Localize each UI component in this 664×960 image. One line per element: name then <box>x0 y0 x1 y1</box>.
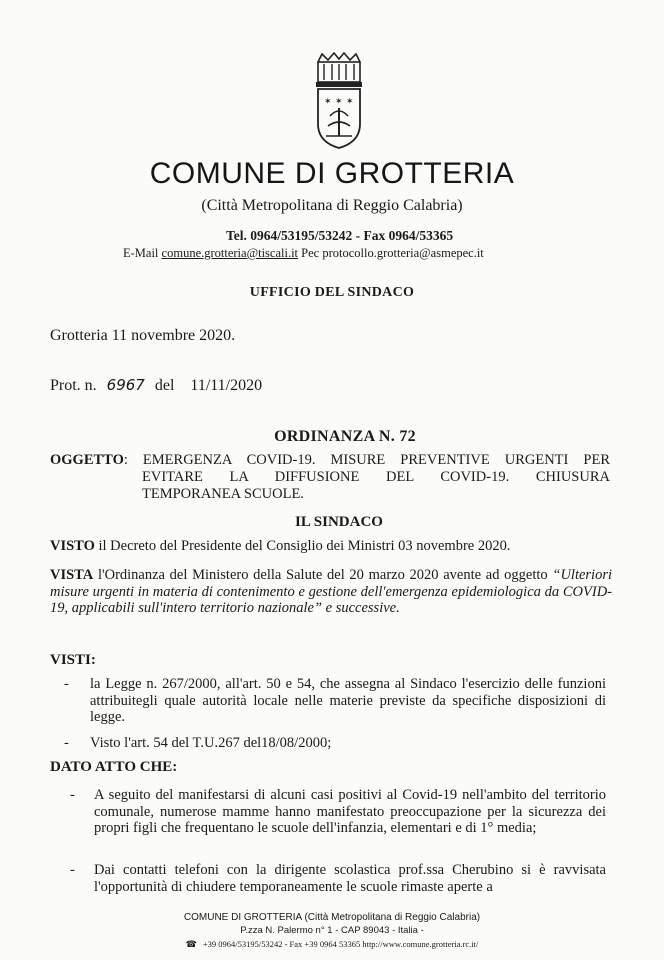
list-dash: - <box>64 676 69 692</box>
footer-line-3: ☎ +39 0964/53195/53242 - Fax +39 0964 53365 http://www.comune.grotteria.rc.it/ <box>185 939 479 949</box>
list-item: la Legge n. 267/2000, all'art. 50 e 54, che assegna al Sindaco l'esercizio delle funzioni attribuitegli quale autorità locale nelle materie previste da specifiche disposizioni di legge. <box>90 676 606 725</box>
visti-heading: VISTI: <box>50 652 96 668</box>
oggetto-line-1: OGGETTO: EMERGENZA COVID-19. MISURE PREVENTIVE URGENTI PER <box>50 452 610 468</box>
protocol-date: 11/11/2020 <box>190 377 263 394</box>
list-dash: - <box>64 735 69 751</box>
email-label: E-Mail <box>123 246 159 260</box>
footer-line-2: P.zza N. Palermo n° 1 - CAP 89043 - Italia - <box>240 925 424 936</box>
list-item: A seguito del manifestarsi di alcuni casi positivi al Covid-19 nell'ambito del territorio comunale, numerose mamme hanno manifestato preoccupazione per la sicurezza dei propri figli che frequentano le scuole dell'infanzia, elementari e di 1° media; <box>94 787 606 836</box>
telephone-fax-line: Tel. 0964/53195/53242 - Fax 0964/53365 <box>226 228 454 243</box>
footer-line-1: COMUNE DI GROTTERIA (Città Metropolitana di Reggio Calabria) <box>183 912 481 923</box>
vista-label: VISTA <box>50 567 94 583</box>
pec-label: Pec <box>301 246 320 260</box>
vista-paragraph: VISTA l'Ordinanza del Ministero della Salute del 20 marzo 2020 avente ad oggetto “Ulteriori misure urgenti in materia di contenimento e gestione dell'emergenza epidemiologica da COVID-19, applicabili sull'intero territorio nazionale” e successive. <box>50 567 612 616</box>
telephone-icon: ☎ <box>185 939 197 949</box>
list-item: Visto l'art. 54 del T.U.267 del18/08/2000; <box>90 735 332 751</box>
protocol-label: Prot. n. <box>50 377 97 394</box>
email-link[interactable]: comune.grotteria@tiscali.it <box>161 246 299 260</box>
ordinanza-title: ORDINANZA N. 72 <box>274 428 416 445</box>
oggetto-line-2: EVITARE LA DIFFUSIONE DEL COVID-19. CHIUSURA <box>142 469 610 485</box>
protocol-number: 6967 <box>106 376 145 394</box>
visto-label: VISTO <box>50 538 95 554</box>
sindaco-heading: IL SINDACO <box>295 514 383 530</box>
oggetto-line-3: TEMPORANEA SCUOLE. <box>142 486 304 502</box>
svg-text:✶: ✶ <box>346 96 354 106</box>
vista-quote: “Ulteriori misure urgenti in materia di contenimento e gestione dell'emergenza epidemiologica da COVID-19, applicabili sull'intero territorio nazionale” e successive. <box>50 567 612 616</box>
oggetto-block <box>50 452 610 503</box>
list-dash: - <box>70 862 75 878</box>
dato-atto-heading: DATO ATTO CHE: <box>50 759 178 775</box>
visto-paragraph: VISTO il Decreto del Presidente del Consiglio dei Ministri 03 novembre 2020. <box>50 538 511 554</box>
list-item: Dai contatti telefoni con la dirigente scolastica prof.ssa Cherubino si è ravvisata l'opportunità di chiudere temporaneamente le scuole rimaste aperte a <box>94 862 606 895</box>
protocol-del: del <box>154 377 175 394</box>
svg-text:✶: ✶ <box>324 96 332 106</box>
office-heading: UFFICIO DEL SINDACO <box>249 285 415 300</box>
list-dash: - <box>70 787 75 803</box>
coat-of-arms-icon <box>312 52 366 150</box>
email-line <box>123 246 484 261</box>
pec-address: protocollo.grotteria@asmepec.it <box>322 246 484 260</box>
place-date: Grotteria 11 novembre 2020. <box>50 327 236 344</box>
comune-subtitle: (Città Metropolitana di Reggio Calabria) <box>201 197 463 214</box>
comune-title: COMUNE DI GROTTERIA <box>149 157 515 190</box>
protocol-line <box>50 376 262 395</box>
oggetto-label: OGGETTO <box>50 452 124 468</box>
svg-text:✶: ✶ <box>335 96 343 106</box>
